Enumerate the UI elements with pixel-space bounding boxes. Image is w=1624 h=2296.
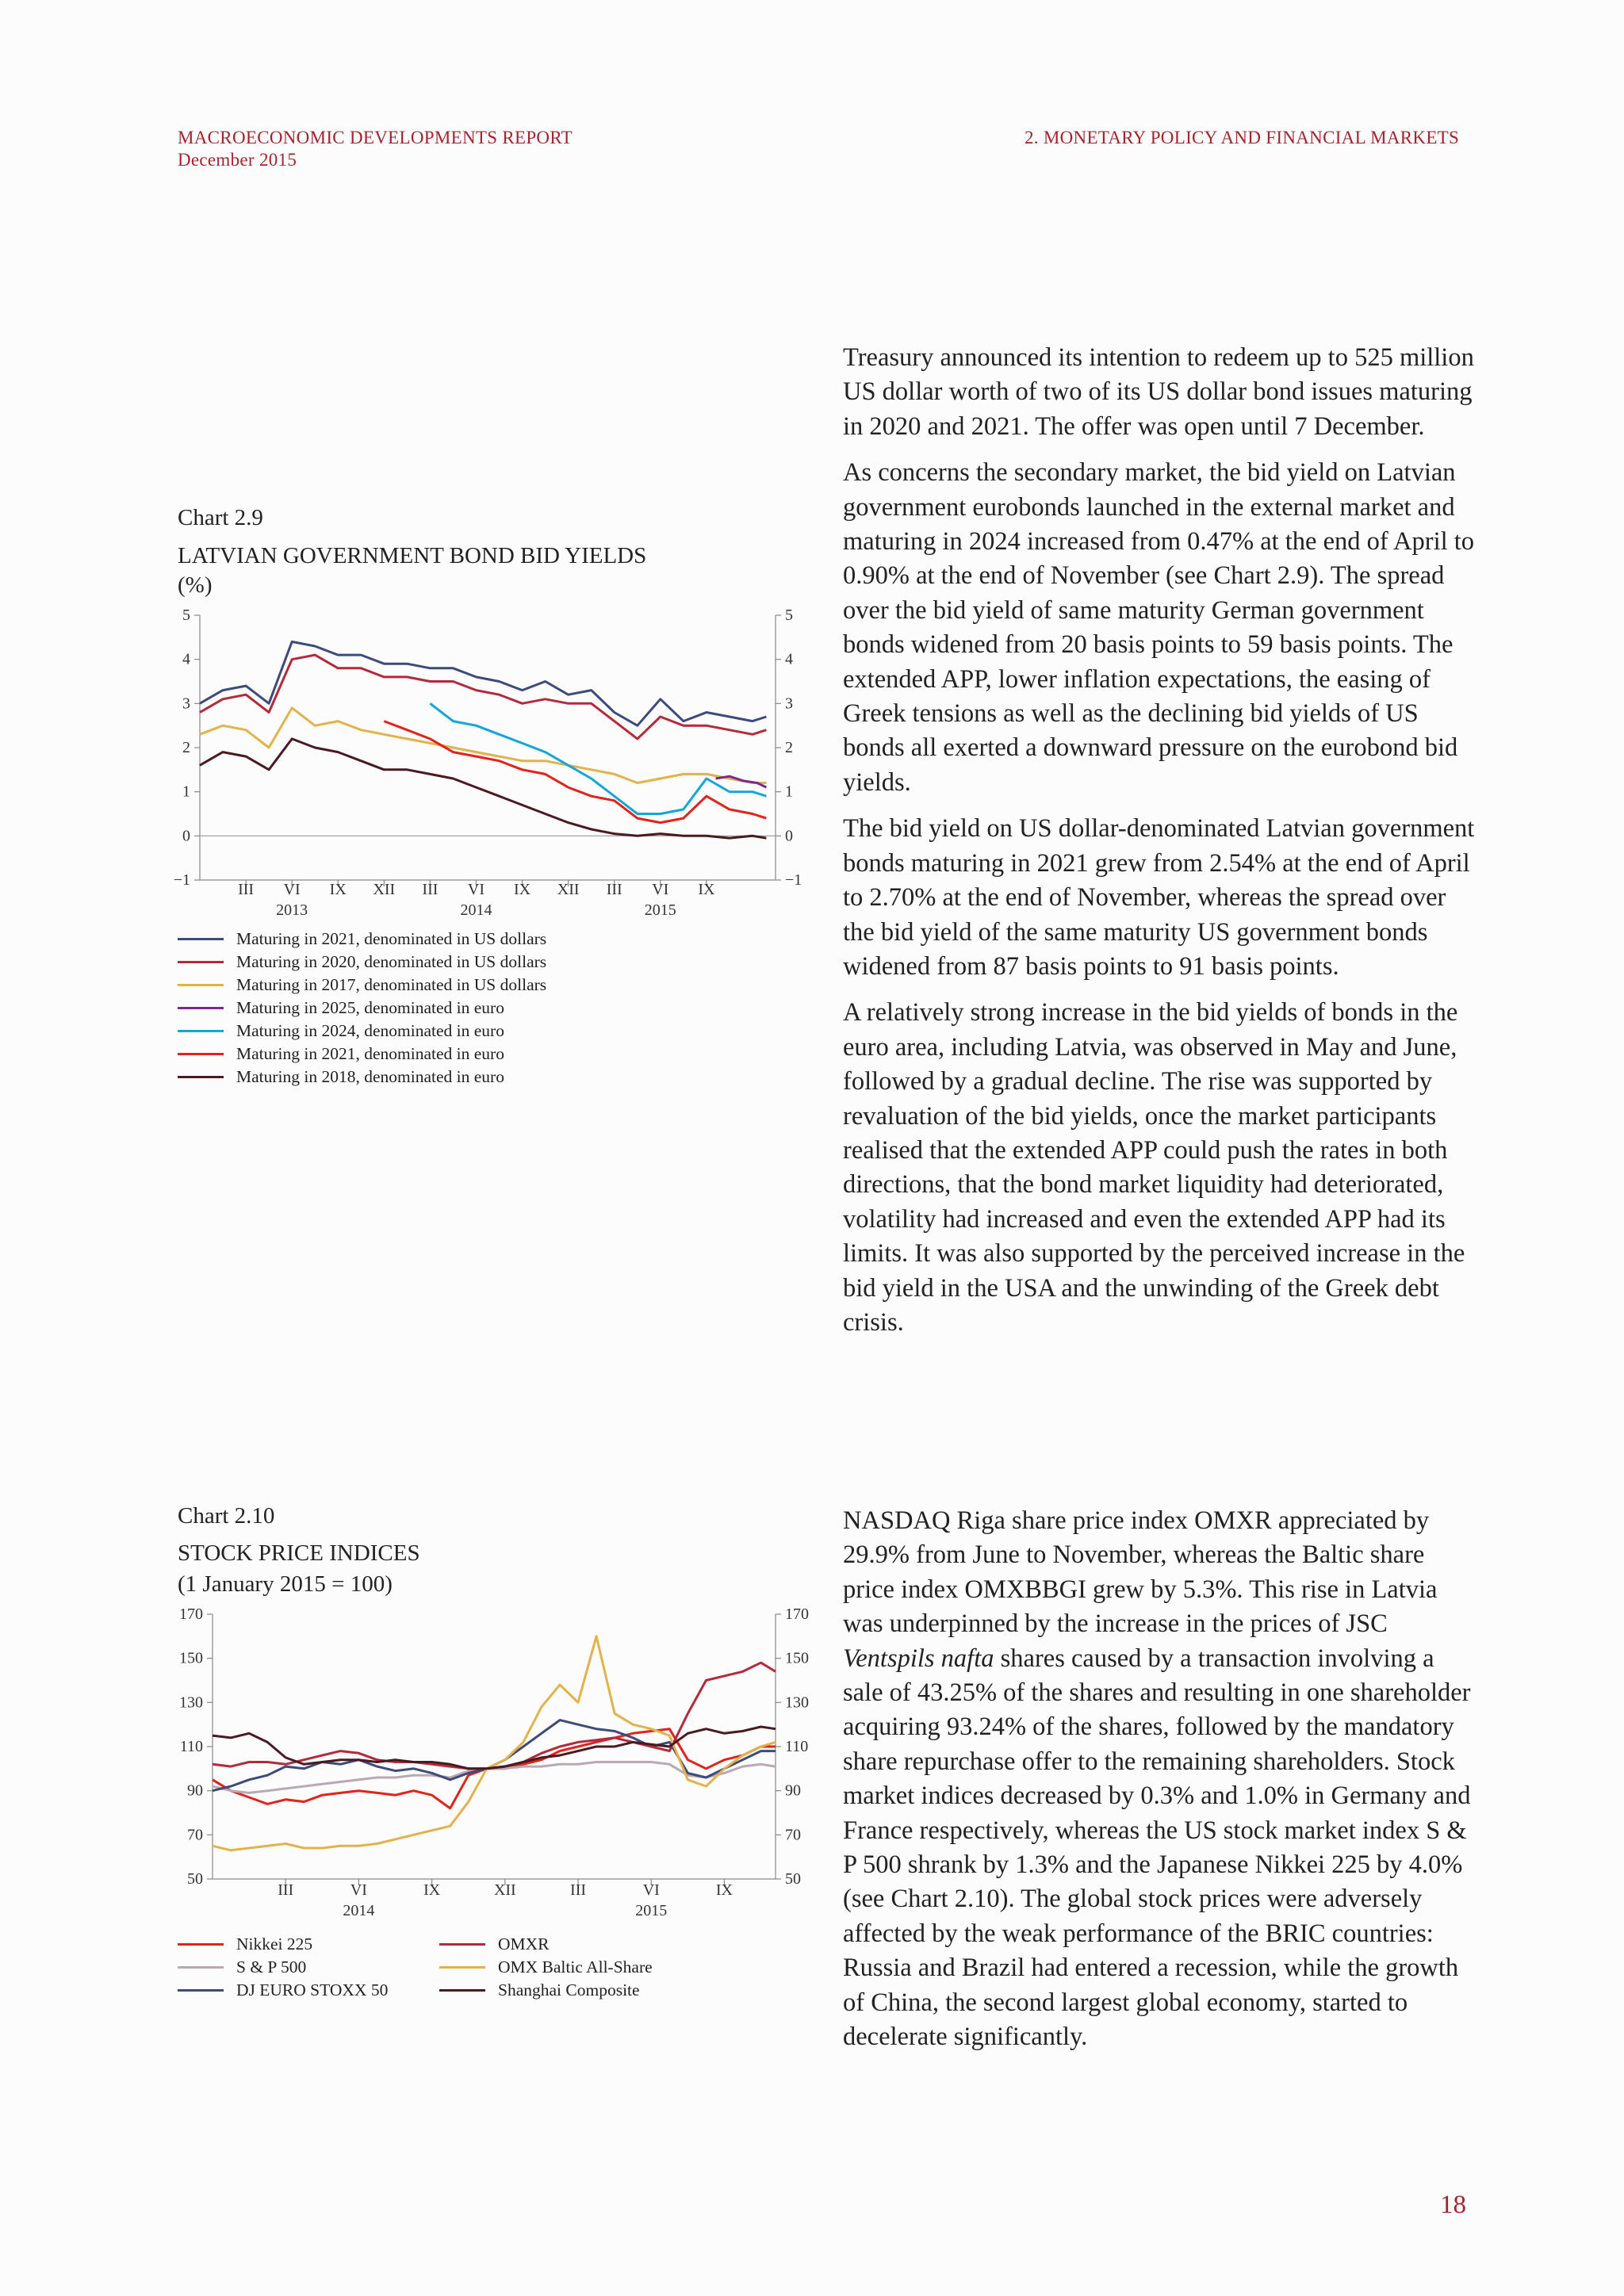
legend-swatch [178, 1943, 224, 1946]
x-year-label: 2014 [460, 901, 492, 919]
y-tick-label-right: 2 [785, 739, 793, 756]
legend-label: Maturing in 2020, denominated in US dollars [236, 952, 547, 971]
paragraph: A relatively strong increase in the bid yields of bonds in the euro area, including Latvia, was observed in May and June, followed by a gradual decline. The rise was supported by revaluation of the bid yields, once the market participants realised that the extended APP could push the rates in both directions, that the bond market liquidity had deteriorated, volatility had increased and even the extended APP had its limits. It was also supported by the perceived increase in the bid yield in the USA and the unwinding of the Greek debt crisis. [843, 998, 1465, 1337]
y-tick-label-right: 70 [785, 1826, 801, 1844]
legend-item [178, 951, 546, 974]
chart-2-10-plot [159, 1601, 817, 1942]
y-tick-label: 170 [179, 1605, 203, 1623]
y-tick-label: 0 [182, 827, 190, 845]
y-tick-label: −1 [173, 871, 190, 889]
legend-label: Maturing in 2024, denominated in euro [236, 1021, 504, 1040]
chart-2-10-label: Chart 2.10 [178, 1503, 275, 1529]
paragraph: As concerns the secondary market, the bid yield on Latvian government eurobonds launched in the external market and maturing in 2024 increased from 0.47% at the end of April to 0.90% at the end of November (see Chart 2.9). The spread over the bid yield of same maturity German government bonds widened from 20 basis points to 59 basis points. The extended APP, lower inflation expectations, the easing of Greek tensions as well as the declining bid yields of US bonds all exerted a downward pressure on the eurobond bid yields. [843, 458, 1475, 797]
x-tick-label: IX [715, 1881, 733, 1899]
legend-item [439, 1979, 733, 2002]
y-tick-label-right: 110 [785, 1738, 809, 1755]
y-tick-label: 150 [179, 1649, 203, 1667]
y-tick-label-right: 5 [785, 607, 793, 624]
series-line-4 [213, 1636, 776, 1850]
y-tick-label: 5 [182, 607, 190, 624]
legend-swatch [178, 984, 224, 986]
y-tick-label-right: 1 [785, 783, 793, 801]
legend-label: OMX Baltic All-Share [498, 1957, 653, 1976]
chart-2-10-legend [178, 1933, 733, 2002]
x-tick-label: IX [514, 881, 531, 898]
x-tick-label: III [422, 881, 439, 898]
y-tick-label: 90 [187, 1781, 203, 1800]
y-tick-label: 2 [182, 739, 190, 756]
chart-2-9-unit: (%) [178, 572, 213, 598]
legend-swatch [178, 1966, 224, 1969]
x-year-label: 2014 [343, 1902, 375, 1919]
y-tick-label-right: 130 [785, 1693, 809, 1712]
chart-2-9-legend [178, 928, 546, 1089]
x-tick-label: VI [467, 881, 485, 898]
y-tick-label-right: −1 [785, 871, 802, 889]
y-tick-label: 4 [182, 650, 190, 668]
legend-label: Maturing in 2017, denominated in US dollars [236, 975, 547, 994]
legend-label: Nikkei 225 [236, 1934, 313, 1954]
x-tick-label: IX [698, 881, 715, 898]
y-tick-label: 130 [179, 1693, 203, 1712]
y-tick-label-right: 90 [785, 1781, 801, 1800]
y-tick-label: 70 [187, 1826, 203, 1844]
legend-item [178, 1066, 546, 1089]
paragraph: Treasury announced its intention to redeem up to 525 million US dollar worth of two of its US dollar bond issues maturing in 2020 and 2021. The offer was open until 7 December. [843, 343, 1474, 441]
series-line-0 [200, 641, 766, 725]
x-year-label: 2013 [276, 901, 308, 919]
paragraph: The bid yield on US dollar-denominated Latvian government bonds maturing in 2021 grew from 2.54% at the end of April to 2.70% at the end of November, whereas the spread over the bid yield of the same maturity US government bonds widened from 87 basis points to 91 basis points. [843, 814, 1475, 981]
y-tick-label: 3 [182, 695, 190, 713]
legend-swatch [178, 1989, 224, 1992]
chart-2-10-title: STOCK PRICE INDICES [178, 1540, 420, 1566]
legend-item [178, 1933, 439, 1956]
x-tick-label: VI [652, 881, 669, 898]
x-tick-label: IX [329, 881, 347, 898]
x-tick-label: III [570, 1881, 587, 1899]
legend-label: DJ EURO STOXX 50 [236, 1980, 389, 1999]
legend-label: Shanghai Composite [498, 1980, 640, 1999]
chart-2-9-plot [159, 603, 817, 936]
series-line-5 [384, 721, 766, 823]
x-tick-label: XII [373, 881, 396, 898]
y-tick-label-right: 50 [785, 1870, 801, 1888]
y-tick-label: 50 [187, 1870, 203, 1888]
y-tick-label-right: 4 [785, 650, 793, 668]
body-column-top [843, 341, 1477, 1352]
y-tick-label: 1 [182, 783, 190, 801]
legend-item [178, 1020, 546, 1043]
legend-label: Maturing in 2018, denominated in euro [236, 1067, 504, 1086]
y-tick-label-right: 150 [785, 1649, 809, 1667]
legend-item [178, 997, 546, 1020]
legend-item [178, 1956, 439, 1979]
legend-swatch [178, 1030, 224, 1032]
series-line-1 [200, 655, 766, 739]
legend-item [178, 1979, 439, 2002]
x-tick-label: III [606, 881, 622, 898]
x-tick-label: VI [283, 881, 301, 898]
page-number: 18 [1440, 2191, 1466, 2219]
series-line-3 [213, 1663, 776, 1769]
x-tick-label: III [278, 1881, 294, 1899]
chart-2-10-unit: (1 January 2015 = 100) [178, 1571, 393, 1597]
x-tick-label: IX [423, 1881, 441, 1899]
report-date: December 2015 [178, 150, 297, 170]
paragraph: NASDAQ Riga share price index OMXR appreciated by 29.9% from June to November, whereas the Baltic share price index OMXBBGI grew by 5.3%. This rise in Latvia was underpinned by the increase in the prices of JSC Ventspils nafta shares caused by a transaction involving a sale of 43.25% of the shares and resulting in one shareholder acquiring 93.24% of the shares, followed by the mandatory share repurchase offer to the remaining shareholders. Stock market indices decreased by 0.3% and 1.0% in Germany and France respectively, whereas the US stock market index S & P 500 shrank by 1.3% and the Japanese Nikkei 225 by 4.0% (see Chart 2.10). The global stock prices were adversely affected by the weak performance of the BRIC countries: Russia and Brazil had entered a recession, while the growth of China, the second largest global economy, started to decelerate significantly. [843, 1506, 1471, 2052]
legend-swatch [439, 1943, 485, 1946]
x-tick-label: XII [557, 881, 580, 898]
legend-swatch [439, 1966, 485, 1969]
legend-swatch [439, 1989, 485, 1992]
legend-item [178, 974, 546, 997]
legend-label: Maturing in 2025, denominated in euro [236, 998, 504, 1017]
legend-item [178, 928, 546, 951]
legend-swatch [178, 1007, 224, 1009]
y-tick-label-right: 170 [785, 1605, 809, 1623]
company-name: Ventspils nafta [843, 1644, 994, 1673]
x-year-label: 2015 [635, 1902, 668, 1919]
legend-swatch [178, 961, 224, 963]
body-column-bottom [843, 1504, 1477, 2067]
y-tick-label-right: 0 [785, 827, 793, 845]
x-tick-label: XII [493, 1881, 516, 1899]
x-tick-label: VI [642, 1881, 660, 1899]
y-tick-label-right: 3 [785, 695, 793, 713]
legend-label: OMXR [498, 1934, 550, 1954]
legend-swatch [178, 938, 224, 940]
legend-item [439, 1933, 733, 1956]
legend-swatch [178, 1076, 224, 1078]
y-tick-label: 110 [179, 1738, 203, 1755]
x-year-label: 2015 [644, 901, 676, 919]
legend-label: Maturing in 2021, denominated in US dollars [236, 929, 547, 948]
legend-label: S & P 500 [236, 1957, 307, 1976]
x-tick-label: III [238, 881, 255, 898]
x-tick-label: VI [350, 1881, 367, 1899]
chart-2-9-title: LATVIAN GOVERNMENT BOND BID YIELDS [178, 543, 647, 568]
legend-item [178, 1043, 546, 1066]
chart-2-9-label: Chart 2.9 [178, 505, 263, 530]
legend-swatch [178, 1053, 224, 1055]
legend-label: Maturing in 2021, denominated in euro [236, 1044, 504, 1063]
report-title: MACROECONOMIC DEVELOPMENTS REPORT [178, 128, 573, 147]
legend-item [439, 1956, 733, 1979]
section-title: 2. MONETARY POLICY AND FINANCIAL MARKETS [1025, 128, 1460, 147]
